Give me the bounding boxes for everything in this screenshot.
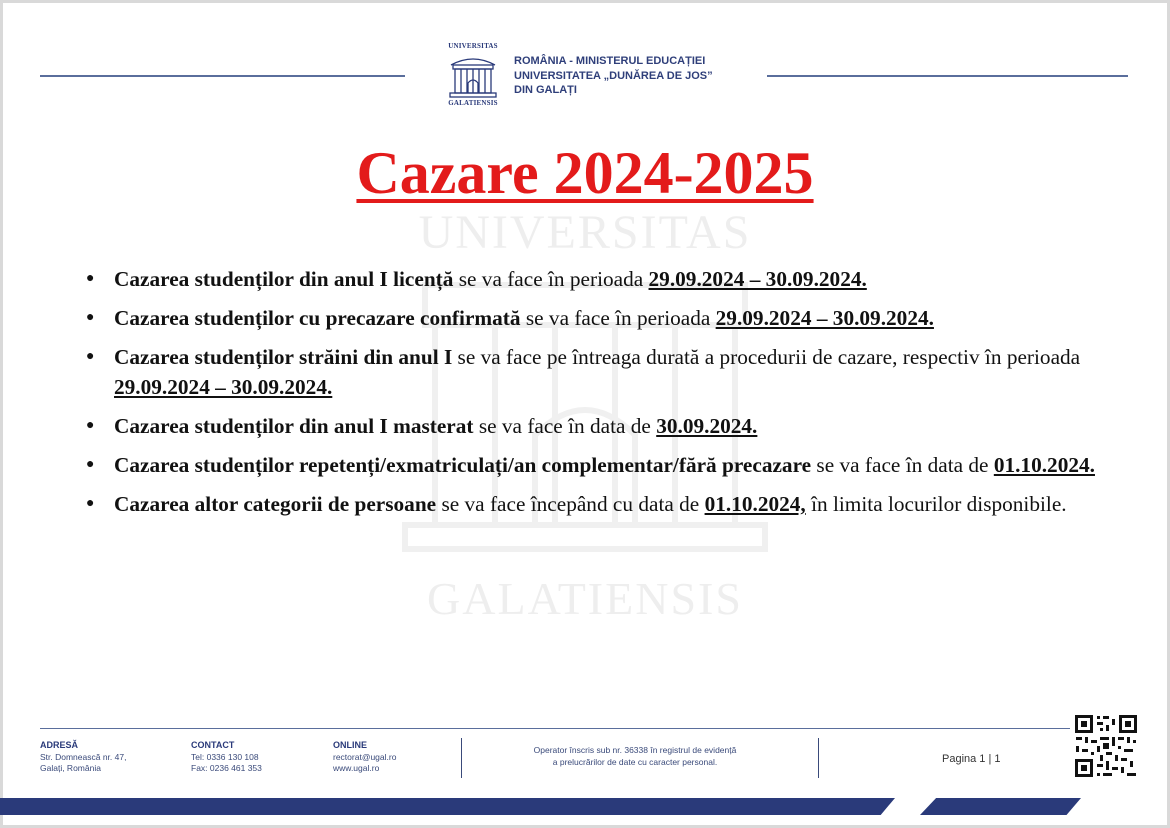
- qr-code-icon: [1073, 713, 1139, 779]
- list-item: ● Cazarea studenților repetenți/exmatriculați/an complementar/fără precazare se va face în data de 01.10.2024.: [86, 453, 1095, 477]
- item-date: 01.10.2024,: [704, 492, 806, 516]
- page-title: Cazare 2024-2025: [356, 140, 814, 206]
- crest-bottom-text: GALATIENSIS: [448, 99, 498, 107]
- footer-email: rectorat@ugal.ro: [333, 751, 397, 762]
- footer-rule: [40, 728, 1070, 729]
- item-date: 29.09.2024 – 30.09.2024.: [715, 306, 934, 330]
- item-date: 30.09.2024.: [656, 414, 758, 438]
- footer-phone: Tel: 0336 130 108: [191, 751, 259, 762]
- item-date: 29.09.2024 – 30.09.2024.: [114, 375, 333, 399]
- footer-contact-heading: CONTACT: [191, 740, 235, 750]
- item-lead: Cazarea studenților din anul I licență: [114, 267, 454, 291]
- institution-line-2: UNIVERSITATEA „DUNĂREA DE JOS”: [514, 69, 713, 82]
- list-item: ● Cazarea altor categorii de persoane se va face începând cu data de 01.10.2024, în limita locurilor disponibile.: [86, 492, 1067, 516]
- footer-website: www.ugal.ro: [333, 763, 380, 773]
- list-item: ● Cazarea studenților cu precazare confirmată se va face în perioada 29.09.2024 – 30.09.2024.: [86, 306, 934, 330]
- footer-fax: Fax: 0236 461 353: [191, 763, 262, 773]
- footer-online: [333, 740, 396, 775]
- item-lead: Cazarea altor categorii de persoane: [114, 492, 437, 516]
- item-text: se va face în perioada: [520, 306, 716, 330]
- footer-divider: [461, 738, 462, 778]
- accommodation-list: [86, 264, 1116, 528]
- item-tail: în limita locurilor disponibile.: [805, 492, 1067, 516]
- item-lead: Cazarea studenților străini din anul I: [114, 345, 453, 369]
- item-lead: Cazarea studenților cu precazare confirmată: [114, 306, 521, 330]
- item-text: se va face pe întreaga durată a procedurii de cazare, respectiv în perioada: [452, 345, 1081, 369]
- item-text: se va face în perioada: [453, 267, 649, 291]
- item-text: se va face în data de: [811, 453, 994, 477]
- institution-line-3: DIN GALAȚI: [514, 84, 577, 96]
- university-crest-icon: [443, 42, 503, 108]
- watermark-bottom-text: GALATIENSIS: [427, 573, 743, 624]
- item-text: se va face în data de: [473, 414, 657, 438]
- item-text: se va face începând cu data de: [436, 492, 705, 516]
- header-rule-right: [767, 75, 1128, 77]
- footer-bar-accent: [920, 798, 1081, 815]
- footer-bar: [0, 798, 895, 815]
- watermark-top-text: UNIVERSITAS: [418, 206, 752, 259]
- footer-online-heading: ONLINE: [333, 740, 368, 750]
- item-date: 01.10.2024.: [993, 453, 1095, 477]
- list-item: ● Cazarea studenților din anul I masterat se va face în data de 30.09.2024.: [86, 414, 758, 438]
- page-number: Pagina 1 | 1: [942, 753, 1001, 765]
- institution-line-1: ROMÂNIA - MINISTERUL EDUCAȚIEI: [514, 55, 706, 67]
- footer-address-heading: ADRESĂ: [40, 740, 79, 750]
- list-item: ● Cazarea studenților străini din anul I se va face pe întreaga durată a procedurii de cazare, respectiv în perioada 29.09.2024 – 30.09.2024.: [86, 345, 1081, 399]
- crest-top-text: UNIVERSITAS: [448, 42, 498, 50]
- footer-divider: [818, 738, 819, 778]
- institution-name: [514, 54, 713, 98]
- footer-operator-note: Operator înscris sub nr. 36338 în registrul de evidență a prelucrărilor de date cu caracter personal.: [533, 745, 737, 767]
- list-item: ● Cazarea studenților din anul I licență se va face în perioada 29.09.2024 – 30.09.2024.: [86, 267, 867, 291]
- footer-address-line: Galați, România: [40, 763, 101, 773]
- header-rule-left: [40, 75, 405, 77]
- footer-contact: [191, 740, 262, 775]
- item-date: 29.09.2024 – 30.09.2024.: [648, 267, 867, 291]
- item-lead: Cazarea studenților repetenți/exmatriculați/an complementar/fără precazare: [114, 453, 812, 477]
- footer-address-line: Str. Domnească nr. 47,: [40, 751, 127, 762]
- footer-address: [40, 740, 126, 775]
- item-lead: Cazarea studenților din anul I masterat: [114, 414, 474, 438]
